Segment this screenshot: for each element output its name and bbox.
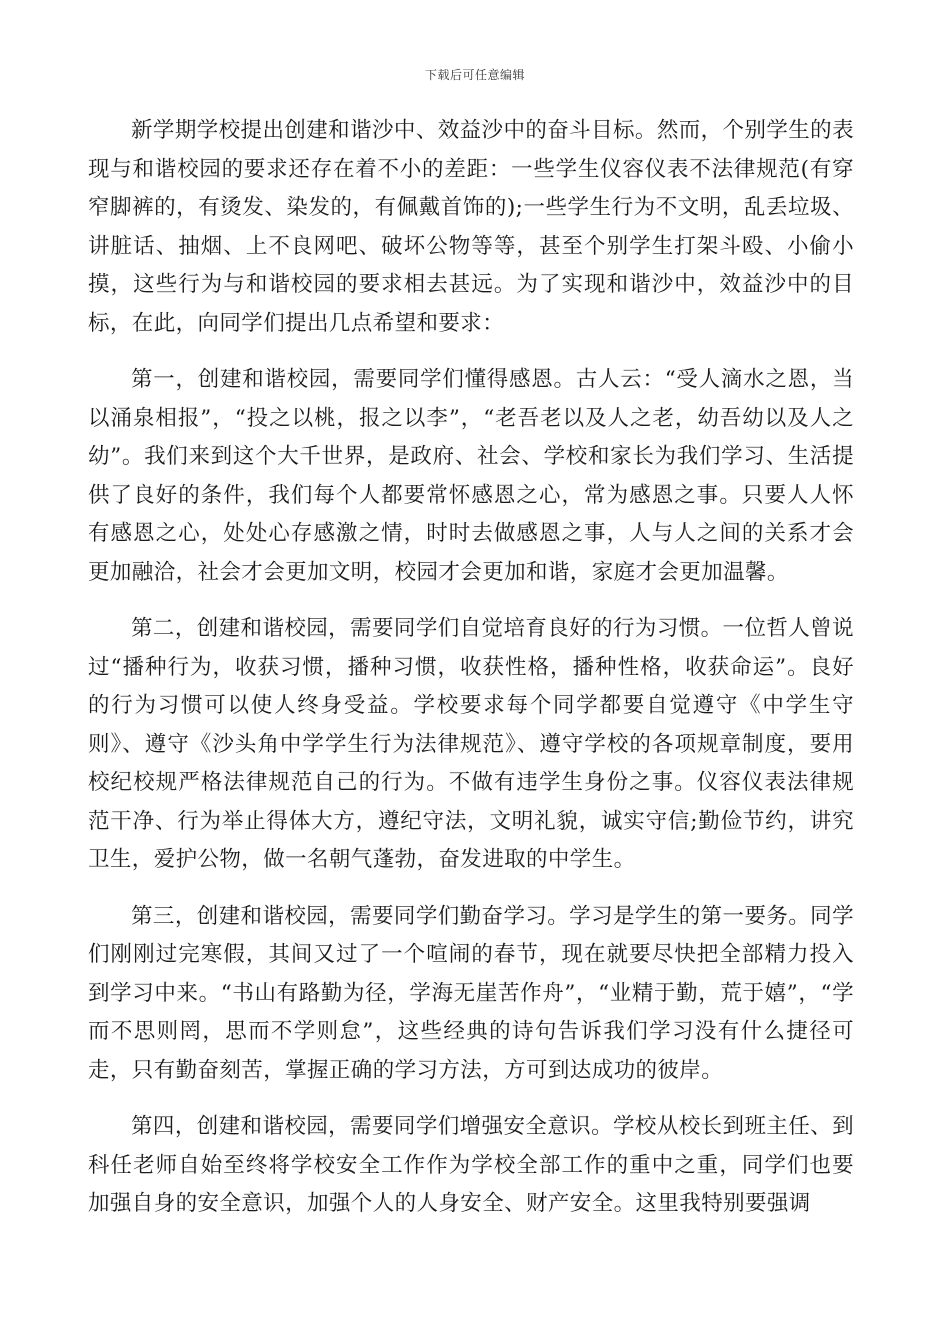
- paragraph-third: 第三，创建和谐校园，需要同学们勤奋学习。学习是学生的第一要务。同学们刚刚过完寒假，其间又过了一个喧闹的春节，现在就要尽快把全部精力投入到学习中来。“书山有路勤为径，学海无崖苦作舟”，“业精于勤，荒于嬉”，“学而不思则罔，思而不学则怠”，这些经典的诗句告诉我们学习没有什么捷径可走，只有勤奋刻苦，掌握正确的学习方法，方可到达成功的彼岸。: [88, 903, 854, 1083]
- paragraph-second: 第二，创建和谐校园，需要同学们自觉培育良好的行为习惯。一位哲人曾说过“播种行为，收获习惯，播种习惯，收获性格，播种性格，收获命运”。良好的行为习惯可以使人终身受益。学校要求每个同学都要自觉遵守《中学生守则》、遵守《沙头角中学学生行为法律规范》、遵守学校的各项规章制度，要用校纪校规严格法律规范自己的行为。不做有违学生身份之事。仪容仪表法律规范干净、行为举止得体大方，遵纪守法，文明礼貌，诚实守信;勤俭节约，讲究卫生，爱护公物，做一名朝气蓬勃，奋发进取的中学生。: [88, 616, 854, 872]
- paragraph-fourth: 第四，创建和谐校园，需要同学们增强安全意识。学校从校长到班主任、到科任老师自始至终将学校安全工作作为学校全部工作的重中之重，同学们也要加强自身的安全意识，加强个人的人身安全、财产安全。这里我特别要强调: [88, 1114, 854, 1216]
- paragraph-first: 第一，创建和谐校园，需要同学们懂得感恩。古人云：“受人滴水之恩，当以涌泉相报”，“投之以桃，报之以李”，“老吾老以及人之老，幼吾幼以及人之幼”。我们来到这个大千世界，是政府、社会、学校和家长为我们学习、生活提供了良好的条件，我们每个人都要常怀感恩之心，常为感恩之事。只要人人怀有感恩之心，处处心存感激之情，时时去做感恩之事，人与人之间的关系才会更加融洽，社会才会更加文明，校园才会更加和谐，家庭才会更加温馨。: [88, 367, 854, 585]
- paragraph-intro: 新学期学校提出创建和谐沙中、效益沙中的奋斗目标。然而，个别学生的表现与和谐校园的要求还存在着不小的差距：一些学生仪容仪表不法律规范(有穿窄脚裤的，有烫发、染发的，有佩戴首饰的);一些学生行为不文明，乱丢垃圾、讲脏话、抽烟、上不良网吧、破坏公物等等，甚至个别学生打架斗殴、小偷小摸，这些行为与和谐校园的要求相去甚远。为了实现和谐沙中，效益沙中的目标，在此，向同学们提出几点希望和要求：: [88, 118, 854, 336]
- document-body: [88, 112, 854, 1242]
- page-header: 下载后可任意编辑: [424, 68, 525, 82]
